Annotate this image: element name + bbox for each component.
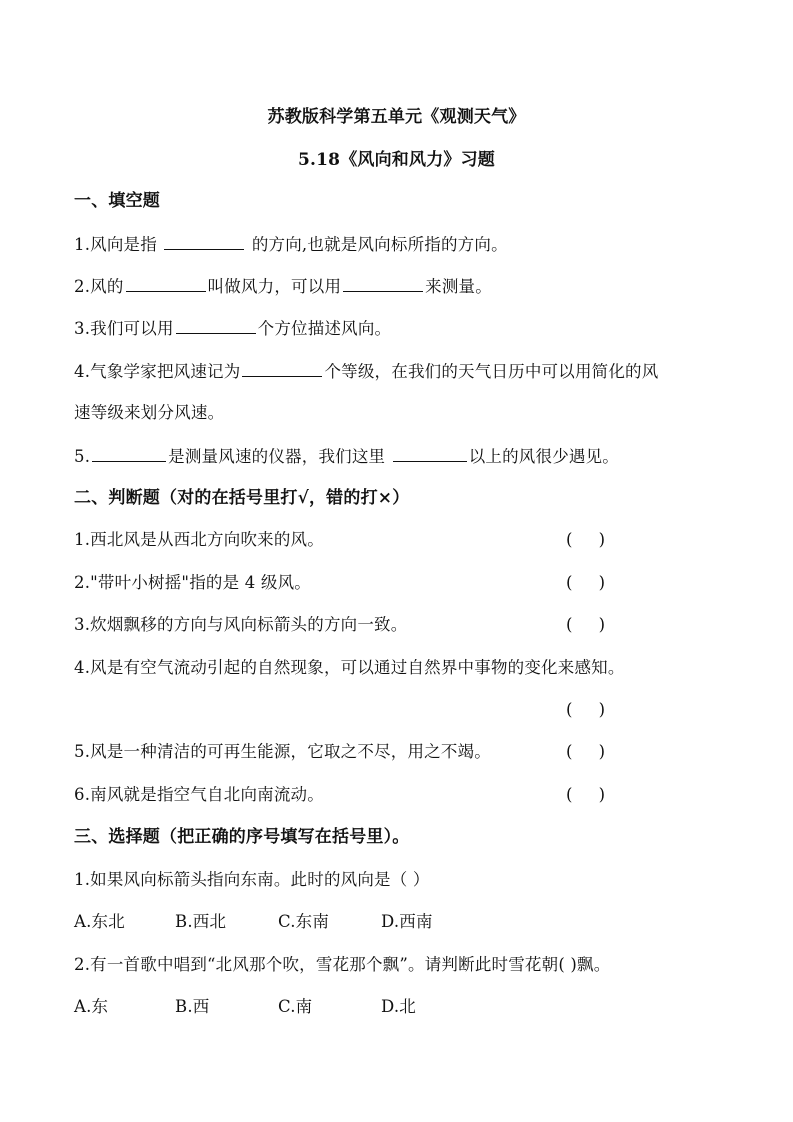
choice-question-2-options — [74, 996, 416, 1018]
answer-parentheses: ( ) — [566, 530, 606, 549]
answer-parentheses: ( ) — [566, 573, 606, 592]
fill-question-4-continued: 速等级来划分风速。 — [74, 403, 225, 422]
question-text: 2.风的 — [74, 277, 124, 296]
judge-item-2: 2."带叶小树摇"指的是 4 级风。 — [74, 573, 312, 592]
option-c: C.东南 — [278, 912, 330, 931]
judge-item-6: 6.南风就是指空气自北向南流动。 — [74, 785, 324, 804]
question-text: 以上的风很少遇见。 — [468, 447, 620, 466]
answer-parentheses: ( ) — [566, 742, 606, 761]
answer-blank — [343, 275, 423, 292]
answer-blank — [393, 445, 467, 462]
answer-parentheses: ( ) — [566, 700, 606, 719]
answer-blank — [242, 360, 322, 377]
fill-question-4 — [74, 360, 658, 383]
fill-question-1 — [74, 233, 508, 256]
question-text: 1.风向是指 — [74, 235, 163, 254]
question-text: 是测量风速的仪器，我们这里 — [168, 447, 391, 466]
section-heading-true-false: 二、判断题（对的在括号里打√，错的打×） — [74, 488, 410, 508]
document-title: 苏教版科学第五单元《观测天气》 — [267, 107, 526, 127]
question-text: 3.我们可以用 — [74, 319, 174, 338]
option-a: A.东 — [74, 997, 109, 1016]
answer-blank — [126, 275, 206, 292]
option-a: A.东北 — [74, 912, 125, 931]
choice-question-1: 1.如果风向标箭头指向东南。此时的风向是（ ） — [74, 870, 430, 889]
answer-blank — [176, 317, 256, 334]
option-b: B.西 — [175, 997, 210, 1016]
judge-item-5: 5.风是一种清洁的可再生能源，它取之不尽，用之不竭。 — [74, 742, 491, 761]
question-text: 的方向,也就是风向标所指的方向。 — [246, 235, 508, 254]
question-text: 叫做风力，可以用 — [207, 277, 342, 296]
option-b: B.西北 — [175, 912, 227, 931]
fill-question-3 — [74, 317, 391, 340]
judge-item-4: 4.风是有空气流动引起的自然现象，可以通过自然界中事物的变化来感知。 — [74, 658, 625, 677]
fill-question-2 — [74, 275, 492, 298]
question-text: 个等级，在我们的天气日历中可以用简化的风 — [324, 362, 659, 381]
choice-question-1-options — [74, 911, 433, 933]
choice-question-2: 2.有一首歌中唱到“北风那个吹，雪花那个飘”。请判断此时雪花朝( )飘。 — [74, 955, 611, 974]
option-d: D.西南 — [381, 912, 433, 931]
question-text: 5. — [74, 447, 91, 466]
document-subtitle: 5.18《风向和风力》习题 — [297, 150, 495, 170]
answer-parentheses: ( ) — [566, 785, 606, 804]
option-d: D.北 — [381, 997, 416, 1016]
option-c: C.南 — [278, 997, 313, 1016]
answer-blank — [92, 445, 166, 462]
question-text: 来测量。 — [425, 277, 492, 296]
answer-parentheses: ( ) — [566, 615, 606, 634]
section-heading-fill-blank: 一、填空题 — [74, 191, 160, 211]
question-text: 个方位描述风向。 — [257, 319, 392, 338]
judge-item-3: 3.炊烟飘移的方向与风向标箭头的方向一致。 — [74, 615, 408, 634]
judge-item-1: 1.西北风是从西北方向吹来的风。 — [74, 530, 324, 549]
fill-question-5 — [74, 445, 619, 468]
section-heading-multiple-choice: 三、选择题（把正确的序号填写在括号里）。 — [74, 827, 410, 847]
answer-blank — [164, 233, 244, 250]
question-text: 4.气象学家把风速记为 — [74, 362, 241, 381]
